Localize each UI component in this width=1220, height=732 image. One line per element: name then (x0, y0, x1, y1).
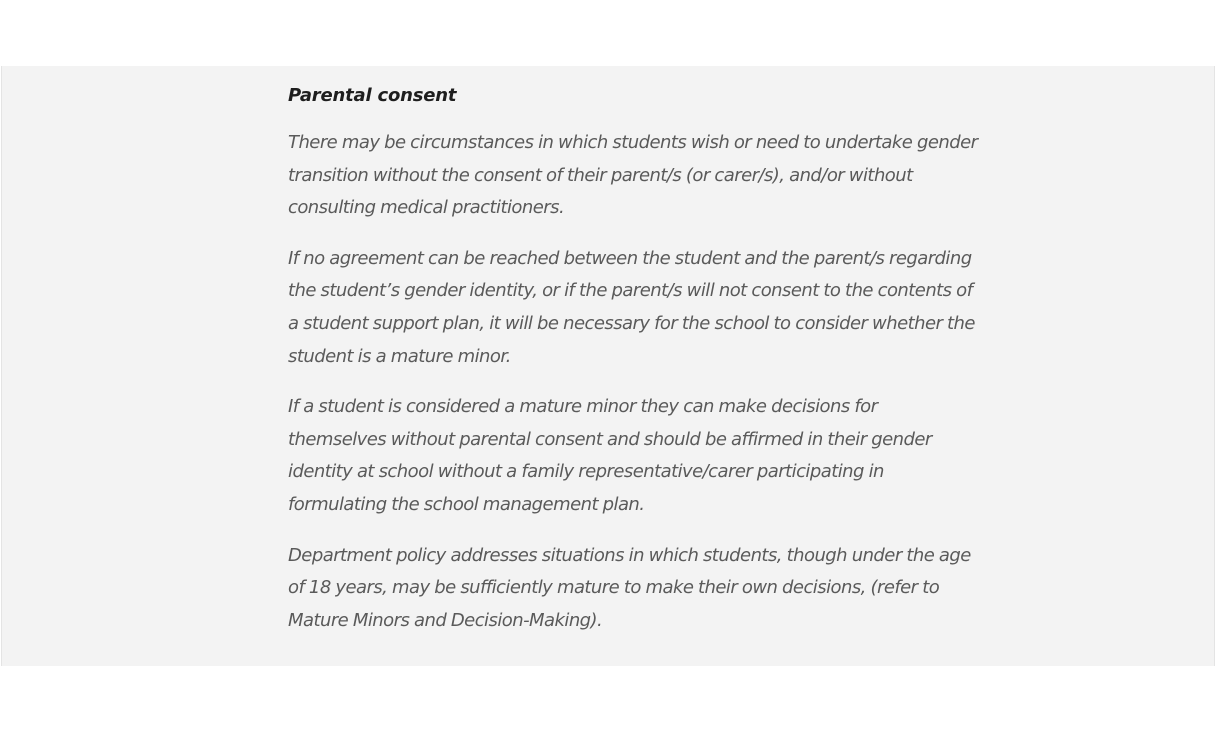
article-body (288, 84, 978, 655)
paragraph-2: If no agreement can be reached between the student and the parent/s regarding the student’s gender identity, or if the parent/s will not consent to the contents of a student support plan, it will be necessary for the school to consider whether the student is a mature minor. (288, 247, 975, 367)
paragraph-3: If a student is considered a mature minor they can make decisions for themselves without parental consent and should be affirmed in their gender identity at school without a family representative/carer participating in formulating the school management plan. (288, 396, 932, 515)
paragraph-1: There may be circumstances in which students wish or need to undertake gender transition without the consent of their parent/s (or carer/s), and/or without consulting medical practitioners. (288, 132, 978, 219)
section-heading: Parental consent (288, 85, 457, 106)
paragraph-4: Department policy addresses situations in which students, though under the age of 18 years, may be sufficiently mature to make their own decisions, (refer to Mature Minors and Decision-Making). (288, 544, 971, 631)
content-panel (1, 66, 1215, 666)
